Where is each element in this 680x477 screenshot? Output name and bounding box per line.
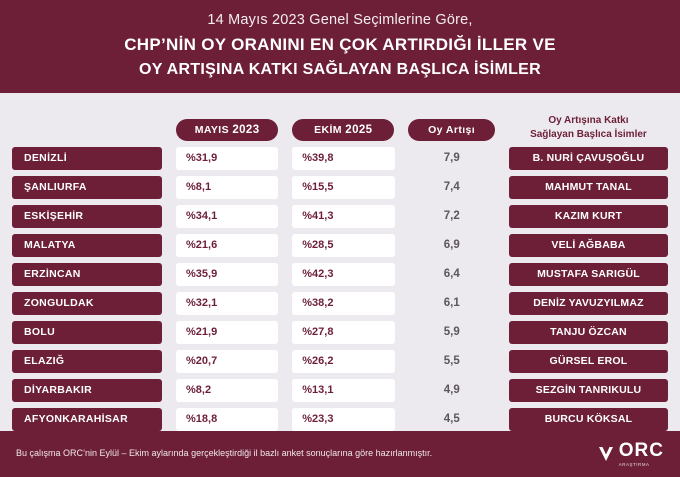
orc-logo-text-block <box>619 441 664 467</box>
cell-may-2023: %21,9 <box>176 321 278 344</box>
column-header-may-2023 <box>176 119 278 141</box>
cell-ekim-2025: %39,8 <box>292 147 394 170</box>
cell-person-name: SEZGİN TANRIKULU <box>509 379 668 402</box>
cell-ekim-2025: %28,5 <box>292 234 394 257</box>
cell-city: AFYONKARAHİSAR <box>12 408 162 431</box>
cell-person-name: TANJU ÖZCAN <box>509 321 668 344</box>
cell-may-2023: %32,1 <box>176 292 278 315</box>
cell-person-name: VELİ AĞBABA <box>509 234 668 257</box>
cell-ekim-2025: %15,5 <box>292 176 394 199</box>
table-row <box>12 261 668 288</box>
column-header-names-line1: Oy Artışına Katkı <box>548 115 629 126</box>
table-row <box>12 145 668 172</box>
table-body <box>12 145 668 433</box>
header-title-line2: OY ARTIŞINA KATKI SAĞLAYAN BAŞLICA İSİMLER <box>139 61 541 78</box>
table-row <box>12 348 668 375</box>
table-row <box>12 377 668 404</box>
cell-ekim-2025: %13,1 <box>292 379 394 402</box>
cell-person-name: BURCU KÖKSAL <box>509 408 668 431</box>
cell-vote-increase: 5,9 <box>443 326 460 338</box>
cell-person-name: DENİZ YAVUZYILMAZ <box>509 292 668 315</box>
table-row <box>12 203 668 230</box>
column-header-vote-increase: Oy Artışı <box>408 119 494 141</box>
cell-ekim-2025: %41,3 <box>292 205 394 228</box>
cell-city: ESKİŞEHİR <box>12 205 162 228</box>
cell-ekim-2025: %38,2 <box>292 292 394 315</box>
cell-vote-increase: 6,9 <box>443 239 460 251</box>
column-header-ekim-year: 2025 <box>345 124 373 136</box>
cell-ekim-2025: %26,2 <box>292 350 394 373</box>
data-table <box>0 93 680 433</box>
header-subtitle: 14 Mayıs 2023 Genel Seçimlerine Göre, <box>207 12 473 28</box>
cell-vote-increase: 6,4 <box>443 268 460 280</box>
cell-vote-increase: 4,5 <box>443 413 460 425</box>
cell-city: BOLU <box>12 321 162 344</box>
cell-person-name: KAZIM KURT <box>509 205 668 228</box>
column-header-contributing-names <box>509 114 668 141</box>
column-header-may-year: 2023 <box>232 124 260 136</box>
column-header-ekim-label: EKİM <box>314 124 342 136</box>
orc-logo-subtext: ARAŞTIRMA <box>618 462 650 467</box>
cell-may-2023: %20,7 <box>176 350 278 373</box>
cell-vote-increase: 7,4 <box>443 181 460 193</box>
cell-city: ERZİNCAN <box>12 263 162 286</box>
cell-person-name: MUSTAFA SARIGÜL <box>509 263 668 286</box>
column-header-names-line2: Sağlayan Başlıca İsimler <box>530 128 647 140</box>
column-header-ekim-2025 <box>292 119 394 141</box>
table-row <box>12 232 668 259</box>
cell-vote-increase: 5,5 <box>443 355 460 367</box>
footer-note: Bu çalışma ORC’nin Eylül – Ekim aylarında gerçekleştirdiği il bazlı anket sonuçlarına göre hazırlanmıştır. <box>16 448 433 459</box>
orc-logo-icon <box>597 445 615 463</box>
poster-header <box>0 0 680 93</box>
cell-ekim-2025: %42,3 <box>292 263 394 286</box>
table-row <box>12 290 668 317</box>
cell-person-name: MAHMUT TANAL <box>509 176 668 199</box>
cell-ekim-2025: %27,8 <box>292 321 394 344</box>
column-header-may-label: MAYIS <box>194 124 229 136</box>
cell-may-2023: %18,8 <box>176 408 278 431</box>
cell-vote-increase: 4,9 <box>443 384 460 396</box>
cell-vote-increase: 6,1 <box>443 297 460 309</box>
cell-city: ELAZIĞ <box>12 350 162 373</box>
cell-vote-increase: 7,9 <box>443 152 460 164</box>
cell-city: ZONGULDAK <box>12 292 162 315</box>
orc-logo <box>597 441 664 467</box>
cell-may-2023: %8,1 <box>176 176 278 199</box>
header-title-line1: CHP’NİN OY ORANINI EN ÇOK ARTIRDIĞI İLLER VE <box>124 35 556 54</box>
poster-footer <box>0 431 680 477</box>
cell-may-2023: %8,2 <box>176 379 278 402</box>
cell-city: ŞANLIURFA <box>12 176 162 199</box>
table-header-row <box>12 101 668 141</box>
cell-person-name: GÜRSEL EROL <box>509 350 668 373</box>
cell-may-2023: %21,6 <box>176 234 278 257</box>
cell-ekim-2025: %23,3 <box>292 408 394 431</box>
cell-city: DİYARBAKIR <box>12 379 162 402</box>
cell-person-name: B. NURİ ÇAVUŞOĞLU <box>509 147 668 170</box>
cell-city: DENİZLİ <box>12 147 162 170</box>
cell-may-2023: %35,9 <box>176 263 278 286</box>
cell-vote-increase: 7,2 <box>443 210 460 222</box>
table-row <box>12 406 668 433</box>
cell-may-2023: %34,1 <box>176 205 278 228</box>
table-row <box>12 319 668 346</box>
cell-may-2023: %31,9 <box>176 147 278 170</box>
table-row <box>12 174 668 201</box>
cell-city: MALATYA <box>12 234 162 257</box>
orc-logo-text: ORC <box>618 440 664 461</box>
